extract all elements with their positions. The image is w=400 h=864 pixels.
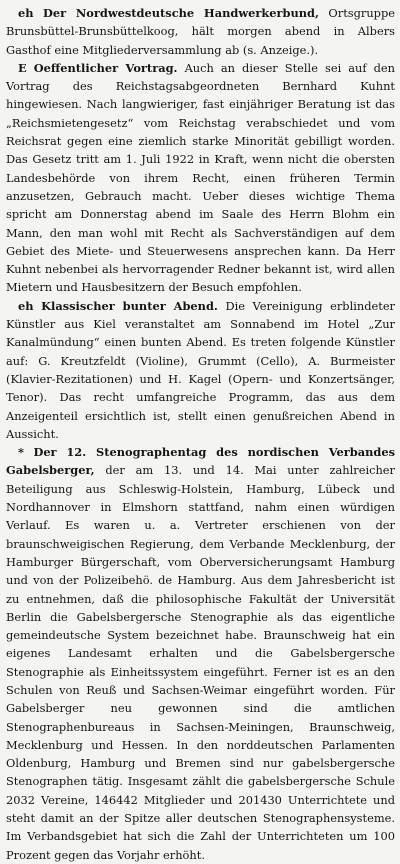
notice-body: Auch an dieser Stelle sei auf den Vortrag des Reichstagsabgeordneten Bernhard Kuhnt hingewiesen. Nach langwieriger, fast einjähriger Beratung ist das „Reichsmietengesetz“ vom Reichstag verabschiedet und vom Reichsrat gegen eine ziemlich starke Minorität gebilligt worden. Das Gesetz tritt am 1. Juli 1922 in Kraft, wenn nicht die obersten Landesbehörde von ihrem Recht, einen früheren Termin anzusetzen, Gebrauch macht. Ueber dieses wichtige Thema spricht am Donnerstag abend im Saale des Herrn Blohm ein Mann, den man wohl mit Recht als Sachverständigen auf dem Gebiet des Miete- und Steuerwesens ansprechen kann. Da Herr Kuhnt nebenbei als hervorragender Redner bekannt ist, wird allen Mietern und Hausbesitzern der Besuch empfohlen. xyxy=(6,60,395,295)
notice-body: der am 13. und 14. Mai unter zahlreicher Beteiligung aus Schleswig-Holstein, Hamburg, Lübeck und Nordhannover in Elmshorn stattfand, nahm einen würdigen Verlauf. Es waren u. a. Vertreter erschienen von der braunschweigischen Regierung, dem Verbande Mecklenburg, der Hamburger Bürgerschaft, vom Oberversicherungsamt Hamburg und von der Polizeibehö. de Hamburg. Aus dem Jahresbericht ist zu entnehmen, daß die philosophische Fakultät der Universität Berlin die Gabelsbergersche Stenographie als das eigentliche gemeindeutsche System bezeichnet habe. Braunschweig hat ein eigenes Landesamt erhalten und die Gabelsbergersche Stenographie als Einheitssystem eingeführt. Ferner ist es an den Schulen von Reuß und Sachsen-Weimar eingeführt worden. Für Gabelsberger neu gewonnen sind die amtlichen Stenographenbureaus in Sachsen-Meiningen, Braunschweig, Mecklenburg und Hessen. In den norddeutschen Parlamenten Oldenburg, Hamburg und Bremen sind nur gabelsbergersche Stenographen tätig. Insgesamt zählt die gabelsbergersche Schule 2032 Vereine, 146442 Mitglieder und 201430 Unterrichtete und steht damit an der Spitze aller deutschen Stenographensysteme. Im Verbandsgebiet hat sich die Zahl der Unterrichteten um 100 Prozent gegen das Vorjahr erhöht. xyxy=(6,463,395,862)
notice-headline: Oeffentlicher Vortrag. xyxy=(33,60,178,75)
notice-handwerkerbund xyxy=(6,4,395,59)
notice-headline: Der 12. Stenographentag des nordischen Verbandes Gabelsberger, xyxy=(6,445,396,478)
notice-bunter-abend xyxy=(6,297,395,443)
notice-body: Die Vereinigung erblindeter Künstler aus Kiel veranstaltet am Sonnabend im Hotel „Zur Kanalmündung“ einen bunten Abend. Es treten folgende Künstler auf: G. Kreutzfeldt (Violine), Grummt (Cello), A. Burmeister (Klavier-Rezitationen) und H. Kagel (Opern- und Konzertsänger, Tenor). Das recht umfangreiche Programm, das aus dem Anzeigenteil ersichtlich ist, stellt einen genußreichen Abend in Aussicht. xyxy=(6,298,396,441)
notice-headline: Der Nordwestdeutsche Handwerkerbund, xyxy=(42,6,319,20)
author-mark: eh xyxy=(18,298,34,313)
notice-body: Ortsgruppe Brunsbüttel-Brunsbüttelkoog, hält morgen abend in Albers Gasthof eine Mitgliederversammlung ab (s. Anzeige.). xyxy=(6,6,396,57)
notice-stenographentag xyxy=(6,443,395,864)
author-mark: E xyxy=(18,60,27,75)
author-mark: eh xyxy=(18,6,34,20)
notice-vortrag xyxy=(6,59,395,297)
notice-headline: Klassischer bunter Abend. xyxy=(41,298,218,313)
asterisk-mark: * xyxy=(18,445,24,460)
